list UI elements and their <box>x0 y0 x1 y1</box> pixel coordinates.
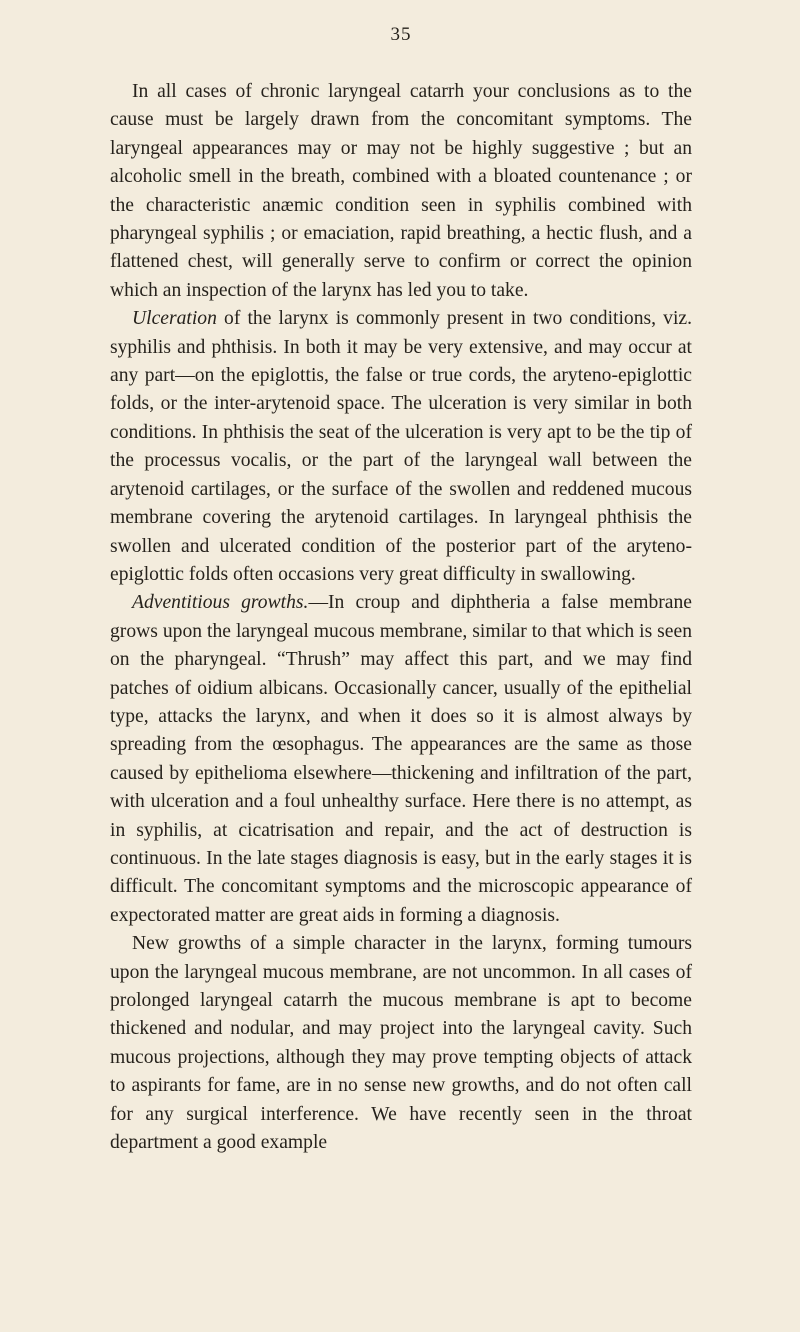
paragraph-text: New growths of a simple character in the larynx, forming tumours upon the laryngeal mucous membrane, are not uncommon. In all cases of prolonged laryngeal catarrh the mucous membrane is apt to become thickened and nodular, and may project into the laryngeal cavity. Such mucous projections, although they may prove tempting objects of attack to aspirants for fame, are in no sense new growths, and do not often call for any surgical interference. We have recently seen in the throat department a good example <box>110 933 692 1154</box>
section-heading-adventitious-growths: Adventitious growths. <box>132 592 309 614</box>
paragraph-chronic-catarrh <box>110 78 692 305</box>
paragraph-ulceration <box>110 305 692 589</box>
body-text <box>110 78 692 1157</box>
page-number: 35 <box>390 24 412 45</box>
paragraph-adventitious-growths <box>110 589 692 930</box>
paragraph-text: —In croup and diphtheria a false membrane grows upon the laryngeal mucous membrane, similar to that which is seen on the pharyngeal. “Thrush” may affect this part, and we may find patches of oidium albicans. Occasionally cancer, usually of the epithelial type, attacks the larynx, and when it does so it is almost always by spreading from the œsophagus. The appearances are the same as those caused by epithelioma elsewhere—thickening and infiltration of the part, with ulceration and a foul unhealthy surface. Here there is no attempt, as in syphilis, at cicatrisation and repair, and the act of destruction is continuous. In the late stages diagnosis is easy, but in the early stages it is difficult. The concomitant symptoms and the microscopic appearance of expectorated matter are great aids in forming a diagnosis. <box>110 592 692 926</box>
paragraph-new-growths <box>110 930 692 1157</box>
section-heading-ulceration: Ulceration <box>132 308 217 330</box>
paragraph-text: of the larynx is commonly present in two conditions, viz. syphilis and phthisis. In both it may be very extensive, and may occur at any part—on the epiglottis, the false or true cords, the aryteno-epiglottic folds, or the inter-arytenoid space. The ulceration is very similar in both conditions. In phthisis the seat of the ulceration is very apt to be the tip of the processus vocalis, or the part of the laryngeal wall between the arytenoid cartilages, or the surface of the swollen and reddened mucous membrane covering the arytenoid cartilages. In laryngeal phthisis the swollen and ulcerated condition of the posterior part of the aryteno-epiglottic folds often occasions very great difficulty in swallowing. <box>110 308 692 585</box>
paragraph-text: In all cases of chronic laryngeal catarrh your conclusions as to the cause must be largely drawn from the concomitant symptoms. The laryngeal appearances may or may not be highly suggestive ; but an alcoholic smell in the breath, combined with a bloated countenance ; or the characteristic anæmic condition seen in syphilis combined with pharyngeal syphilis ; or emaciation, rapid breathing, a hectic flush, and a flattened chest, will generally serve to confirm or correct the opinion which an inspection of the larynx has led you to take. <box>110 81 692 301</box>
